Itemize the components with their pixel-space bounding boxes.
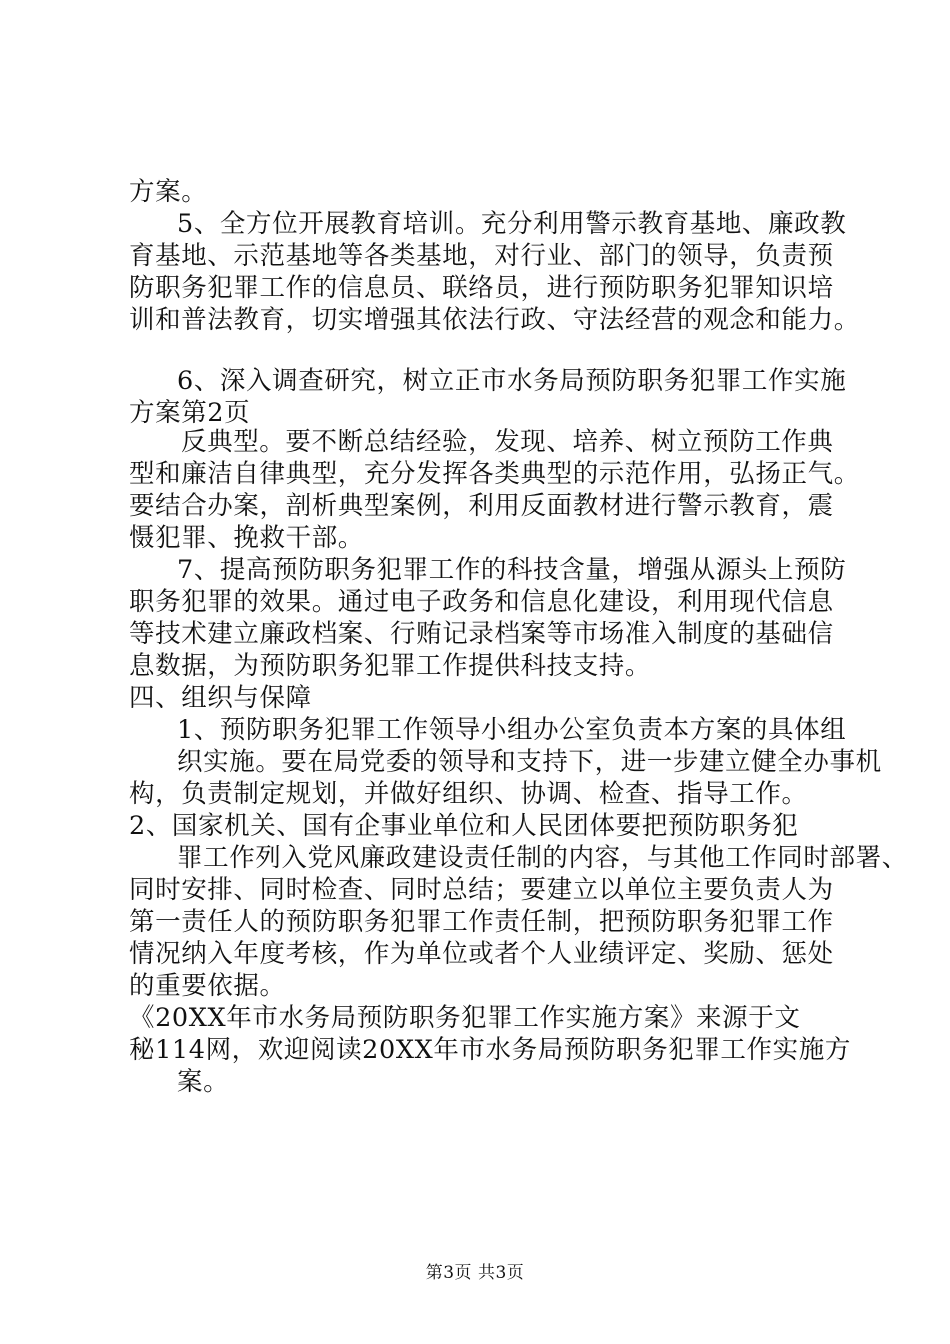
text-line: 同时安排、同时检查、同时总结；要建立以单位主要负责人为 [129,875,834,905]
text-line: 7、提高预防职务犯罪工作的科技含量，增强从源头上预防 [177,555,847,585]
text-line: 1、预防职务犯罪工作领导小组办公室负责本方案的具体组 [177,715,847,745]
page-number-footer: 第3页 共3页 [425,1263,525,1283]
text-line: 慑犯罪、挽救干部。 [129,523,364,553]
text-line: 案。 [177,1067,230,1097]
section-heading: 四、组织与保障 [129,683,312,713]
text-line: 型和廉洁自律典型，充分发挥各类典型的示范作用，弘扬正气。 [129,459,860,489]
text-line: 等技术建立廉政档案、行贿记录档案等市场准入制度的基础信 [129,619,834,649]
text-line: 织实施。要在局党委的领导和支持下，进一步建立健全办事机 [177,747,882,777]
text-line: 5、全方位开展教育培训。充分利用警示教育基地、廉政教 [177,209,847,239]
text-line: 方案第2页 [129,398,251,428]
text-line: 秘114网，欢迎阅读20XX年市水务局预防职务犯罪工作实施方 [129,1035,851,1065]
text-line: 职务犯罪的效果。通过电子政务和信息化建设，利用现代信息 [129,587,834,617]
text-line: 要结合办案，剖析典型案例，利用反面教材进行警示教育，震 [129,491,834,521]
text-line: 情况纳入年度考核，作为单位或者个人业绩评定、奖励、惩处 [129,939,834,969]
text-line: 2、国家机关、国有企事业单位和人民团体要把预防职务犯 [129,811,799,841]
text-line: 反典型。要不断总结经验，发现、培养、树立预防工作典 [181,427,834,457]
text-line: 第一责任人的预防职务犯罪工作责任制，把预防职务犯罪工作 [129,907,834,937]
text-line: 6、深入调查研究，树立正市水务局预防职务犯罪工作实施 [177,366,847,396]
text-line: 的重要依据。 [129,971,286,1001]
text-line: 方案。 [129,177,208,207]
text-line: 构，负责制定规划，并做好组织、协调、检查、指导工作。 [129,779,808,809]
text-line: 罪工作列入党风廉政建设责任制的内容，与其他工作同时部署、 [177,843,908,873]
text-line: 《20XX年市水务局预防职务犯罪工作实施方案》来源于文 [129,1003,801,1033]
text-line: 育基地、示范基地等各类基地，对行业、部门的领导，负责预 [129,241,834,271]
text-line: 息数据，为预防职务犯罪工作提供科技支持。 [129,651,652,681]
text-line: 训和普法教育，切实增强其依法行政、守法经营的观念和能力。 [129,305,860,335]
text-line: 防职务犯罪工作的信息员、联络员，进行预防职务犯罪知识培 [129,273,834,303]
